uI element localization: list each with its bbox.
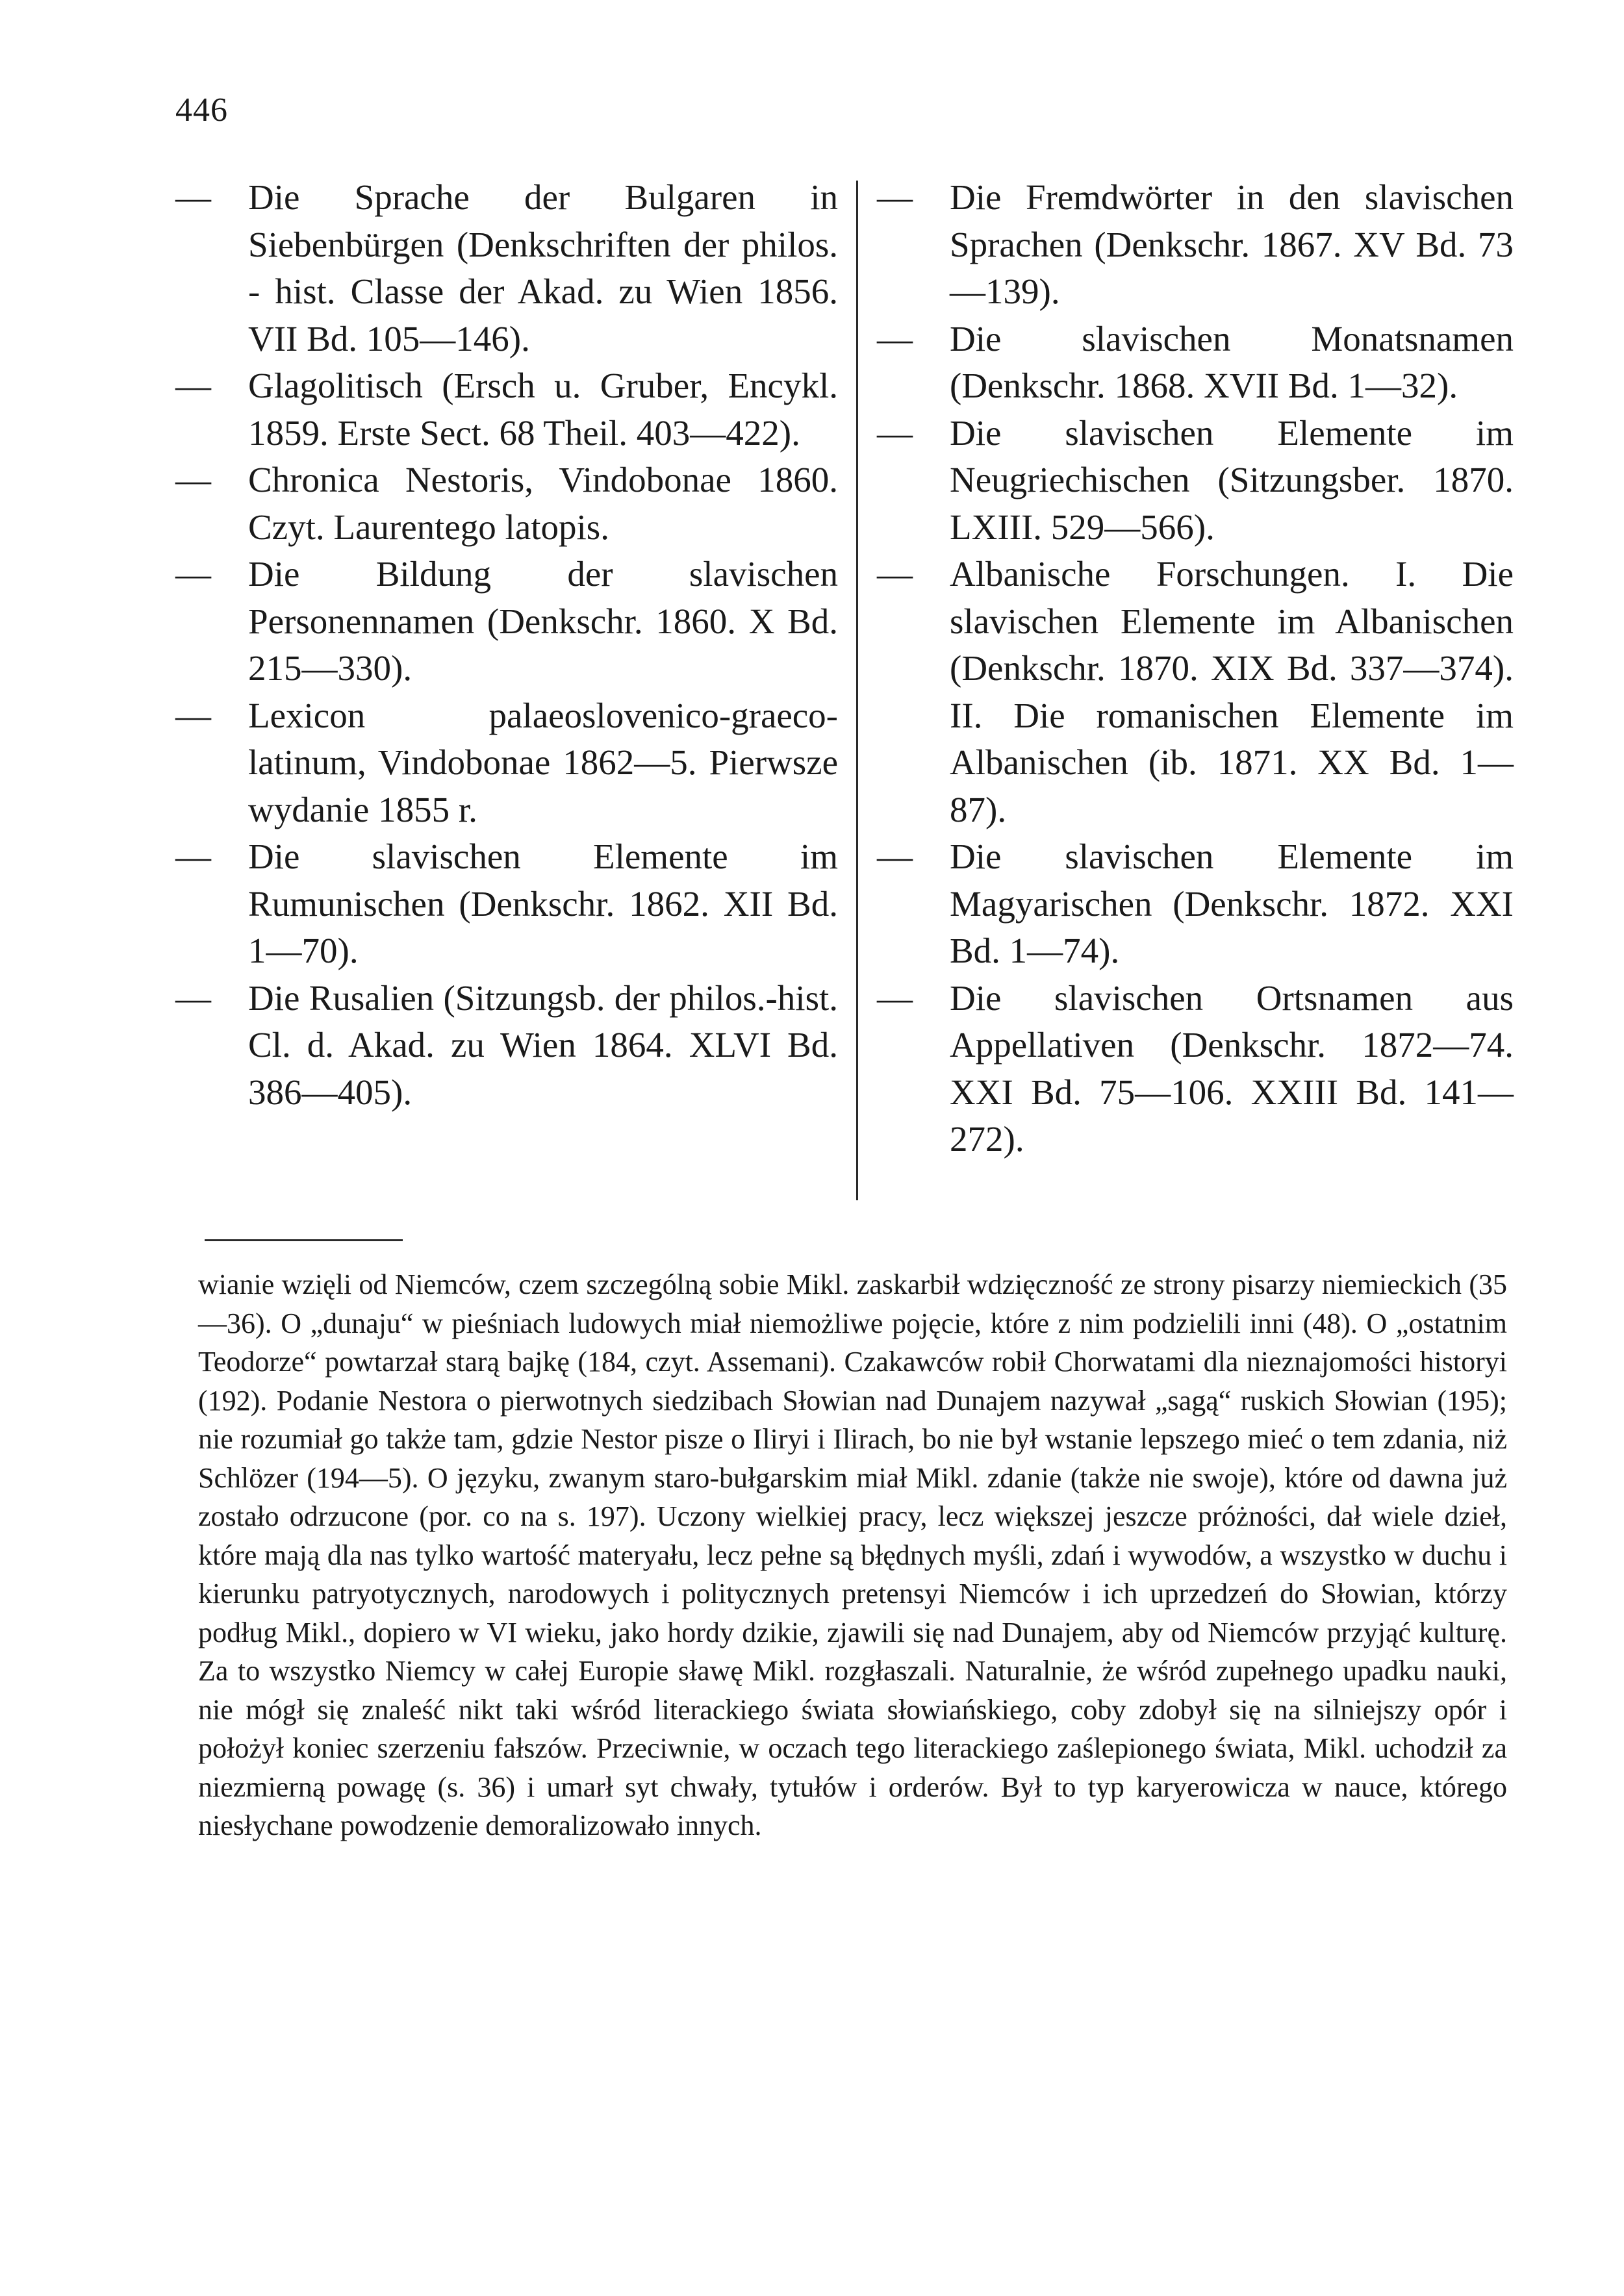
- entry-dash: —: [175, 460, 211, 499]
- left-column: [175, 174, 838, 1116]
- entry-text: Die Fremdwörter in den slavischen Sprachen (Denkschr. 1867. XV Bd. 73—139).: [950, 177, 1514, 311]
- page-number: 446: [175, 92, 228, 129]
- two-column-bibliography: [175, 174, 1514, 1226]
- entry-dash: —: [877, 837, 913, 876]
- entry-dash: —: [175, 695, 211, 735]
- entry-dash: —: [175, 177, 211, 217]
- column-divider: [856, 181, 858, 1200]
- entry-dash: —: [175, 837, 211, 876]
- bibliography-entry: [877, 174, 1514, 316]
- bibliography-entry: [175, 551, 838, 692]
- entry-dash: —: [175, 978, 211, 1018]
- entry-text: Die Rusalien (Sitzungsb. der philos.-hist. Cl. d. Akad. zu Wien 1864. XLVI Bd. 386—405).: [248, 978, 838, 1112]
- entry-text: Lexicon palaeoslovenico-graeco-latinum, Vindobonae 1862—5. Pierwsze wydanie 1855 r.: [248, 695, 838, 829]
- entry-text: Glagolitisch (Ersch u. Gruber, Encykl. 1859. Erste Sect. 68 Theil. 403—422).: [248, 366, 838, 453]
- bibliography-entry: [877, 316, 1514, 410]
- entry-text: Die Sprache der Bulgaren in Siebenbürgen (Denkschriften der philos. - hist. Classe der Akad. zu Wien 1856. VII Bd. 105—146).: [248, 177, 838, 359]
- right-column: [877, 174, 1514, 1163]
- bibliography-entry: [877, 551, 1514, 833]
- entry-text: Die slavischen Elemente im Rumunischen (Denkschr. 1862. XII Bd. 1—70).: [248, 837, 838, 970]
- entry-dash: —: [877, 978, 913, 1018]
- bibliography-entry: [877, 975, 1514, 1163]
- entry-text: Albanische Forschungen. I. Die slavischen Elemente im Albanischen (Denkschr. 1870. XIX Bd. 337—374). II. Die romanischen Elemente im Albanischen (ib. 1871. XX Bd. 1—87).: [950, 554, 1514, 829]
- entry-text: Die slavischen Elemente im Neugriechischen (Sitzungsber. 1870. LXIII. 529—566).: [950, 412, 1514, 547]
- footnote-text: wianie wzięli od Niemców, czem szczególną sobie Mikl. zaskarbił wdzięczność ze strony pisarzy niemieckich (35—36). O „dunaju“ w pieśniach ludowych miał niemożliwe pojęcie, które z nim podzielili inni (48). O „ostatnim Teodorze“ powtarzał starą bajkę (184, czyt. Assemani). Czakawców robił Chorwatami dla nieznajomości historyi (192). Podanie Nestora o pierwotnych siedzibach Słowian nad Dunajem nazywał „sagą“ ruskich Słowian (195); nie rozumiał go także tam, gdzie Nestor pisze o Iliryi i Ilirach, bo nie był wstanie lepszego mieć o tem zdania, niż Schlözer (194—5). O języku, zwanym staro-bułgarskim miał Mikl. zdanie (także nie swoje), które od dawna już zostało odrzucone (por. co na s. 197). Uczony wielkiej pracy, lecz większej jeszcze próżności, dał wiele dzieł, które mają dla nas tylko wartość materyału, lecz pełne są błędnych myśli, zdań i wywodów, a wszystko w duchu i kierunku patryotycznych, narodowych i politycznych pretensyi Niemców i ich uprzedzeń do Słowian, którzy podług Mikl., dopiero w VI wieku, jako hordy dzikie, zjawili się nad Dunajem, aby od Niemców przyjąć kulturę. Za to wszystko Niemcy w całej Europie sławę Mikl. rozgłaszali. Naturalnie, że wśród zupełnego upadku nauki, nie mógł się znaleść nikt taki wśród literackiego świata słowiańskiego, coby zdobył się na silniejszy opór i położył koniec szerzeniu fałszów. Przeciwnie, w oczach tego literackiego zaślepionego świata, Mikl. uchodził za niezmierną powagę (s. 36) i umarł syt chwały, tytułów i orderów. Był to typ karyerowicza w nauce, którego niesłychane powodzenie demoralizowało innych.: [198, 1268, 1507, 1841]
- entry-text: Die Bildung der slavischen Personennamen (Denkschr. 1860. X Bd. 215—330).: [248, 554, 838, 688]
- footnote-separator: [205, 1239, 403, 1241]
- bibliography-entry: [175, 833, 838, 975]
- entry-dash: —: [175, 366, 211, 405]
- entry-text: Die slavischen Elemente im Magyarischen (Denkschr. 1872. XXI Bd. 1—74).: [950, 837, 1514, 970]
- entry-text: Chronica Nestoris, Vindobonae 1860. Czyt. Laurentego latopis.: [248, 460, 838, 547]
- entry-dash: —: [175, 554, 211, 594]
- bibliography-entry: [175, 975, 838, 1116]
- entry-text: Die slavischen Ortsnamen aus Appellativen (Denkschr. 1872—74. XXI Bd. 75—106. XXIII Bd. 141—272).: [950, 978, 1514, 1159]
- bibliography-entry: [175, 362, 838, 457]
- entry-dash: —: [877, 554, 913, 594]
- bibliography-entry: [877, 410, 1514, 551]
- bibliography-entry: [877, 833, 1514, 975]
- bibliography-entry: [175, 174, 838, 362]
- entry-dash: —: [877, 318, 913, 359]
- entry-text: Die slavischen Monatsnamen (Denkschr. 1868. XVII Bd. 1—32).: [950, 318, 1514, 405]
- entry-dash: —: [877, 177, 913, 217]
- bibliography-entry: [175, 692, 838, 834]
- entry-dash: —: [877, 412, 913, 453]
- bibliography-entry: [175, 457, 838, 551]
